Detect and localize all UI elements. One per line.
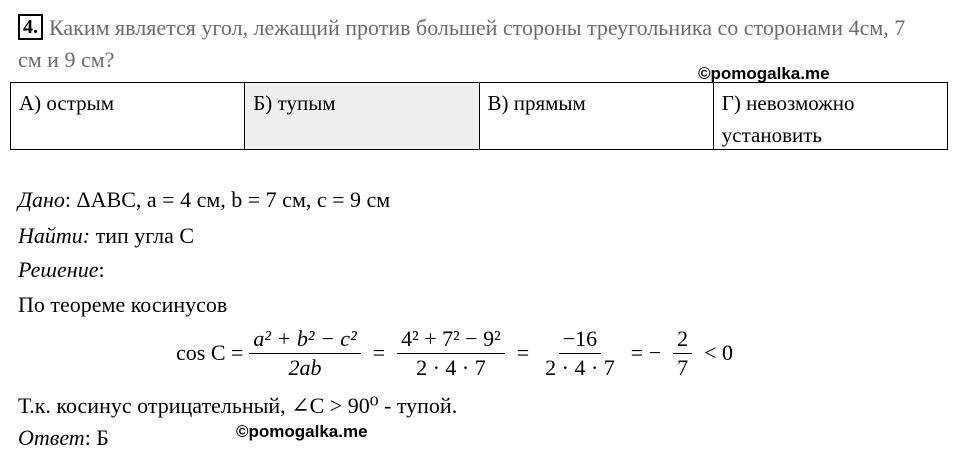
- find-label: Найти:: [18, 223, 91, 248]
- answer-option-d[interactable]: [714, 83, 947, 149]
- answer-option-d-label: Г) невозможно установить: [721, 91, 855, 147]
- fraction-1-denominator: 2ab: [288, 354, 322, 380]
- question-text: Каким является угол, лежащий против большей стороны треугольника со сторонами 4см, 7 см и 9 см?: [18, 15, 906, 72]
- formula-tail: < 0: [704, 340, 734, 365]
- formula-fraction-1: [249, 325, 360, 382]
- given-label: Дано: [18, 187, 65, 212]
- fraction-3-numerator: −16: [559, 325, 601, 354]
- answer-option-c-label: В) прямым: [487, 91, 586, 115]
- find-text: тип угла C: [90, 223, 195, 248]
- theorem-line: По теореме косинусов: [18, 292, 228, 317]
- fraction-4-denominator: 7: [677, 354, 689, 380]
- answer-option-a-label: А) острым: [19, 91, 115, 115]
- solution-heading: [18, 256, 105, 284]
- fraction-3-denominator: 2 · 4 · 7: [545, 354, 615, 380]
- formula-equals-1: =: [372, 340, 386, 365]
- formula-fraction-4: [673, 325, 692, 382]
- solution-label: Решение: [18, 257, 99, 282]
- cosine-formula: [176, 322, 739, 384]
- solution-colon: :: [98, 257, 105, 282]
- answer-label: Ответ: [18, 425, 85, 450]
- given-line: [18, 186, 390, 214]
- given-text: : ΔABC, a = 4 см, b = 7 см, c = 9 см: [64, 187, 391, 212]
- question-number: 4.: [18, 14, 43, 40]
- conclusion-line: Т.к. косинус отрицательный, ∠C > 90⁰ - тупой.: [18, 393, 458, 418]
- answer-option-a[interactable]: [11, 83, 245, 149]
- formula-equals-2: =: [516, 340, 530, 365]
- watermark-bottom: ©pomogalka.me: [236, 422, 368, 441]
- formula-lhs: cos C =: [176, 340, 244, 365]
- answer-option-b-label: Б) тупым: [253, 91, 336, 115]
- answer-text: : Б: [84, 425, 109, 450]
- find-line: [18, 222, 194, 250]
- answer-option-b[interactable]: [245, 83, 479, 149]
- fraction-2-numerator: 4² + 7² − 9²: [397, 325, 505, 354]
- formula-fraction-3: [541, 325, 619, 382]
- answer-line: [18, 424, 109, 452]
- answer-options-table: [10, 82, 948, 150]
- fraction-4-numerator: 2: [673, 325, 692, 354]
- fraction-1-numerator: a² + b² − c²: [249, 325, 360, 354]
- answer-option-c[interactable]: [480, 83, 714, 149]
- watermark-top: ©pomogalka.me: [698, 64, 830, 83]
- fraction-2-denominator: 2 · 4 · 7: [416, 354, 486, 380]
- formula-equals-3: = −: [630, 340, 662, 365]
- formula-fraction-2: [397, 325, 505, 382]
